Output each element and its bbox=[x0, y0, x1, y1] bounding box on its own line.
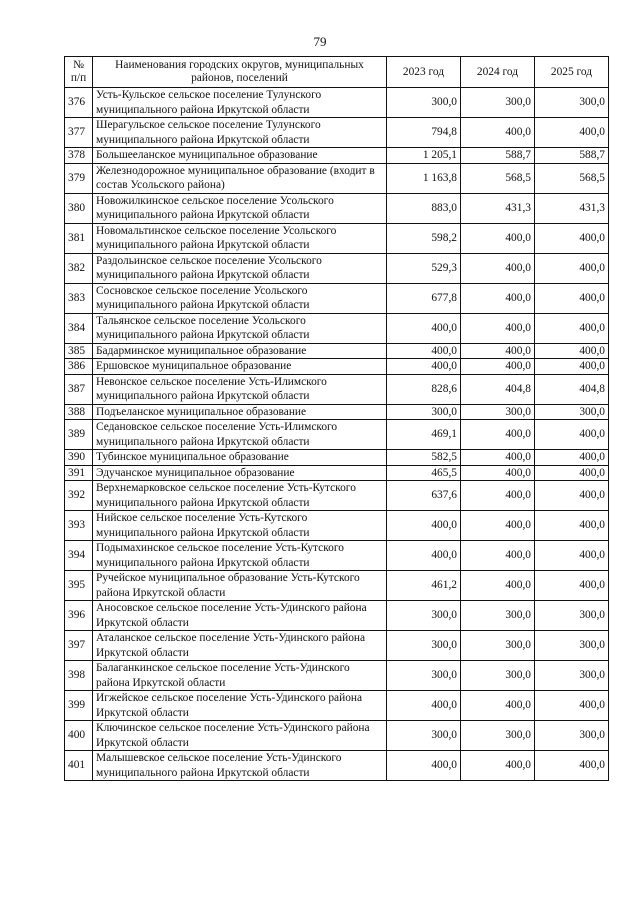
table-header bbox=[65, 57, 609, 88]
value-2024: 400,0 bbox=[461, 511, 535, 541]
row-number: 377 bbox=[65, 118, 93, 148]
value-2024: 400,0 bbox=[461, 420, 535, 450]
row-number: 389 bbox=[65, 420, 93, 450]
value-2023: 883,0 bbox=[387, 193, 461, 223]
value-2024: 568,5 bbox=[461, 163, 535, 193]
row-name: Новожилкинское сельское поселение Усольского муниципального района Иркутской области bbox=[93, 193, 387, 223]
table-row bbox=[65, 404, 609, 420]
row-number: 384 bbox=[65, 313, 93, 343]
row-number: 387 bbox=[65, 374, 93, 404]
table-row bbox=[65, 118, 609, 148]
value-2025: 431,3 bbox=[535, 193, 609, 223]
row-number: 399 bbox=[65, 691, 93, 721]
value-2024: 400,0 bbox=[461, 313, 535, 343]
value-2023: 529,3 bbox=[387, 253, 461, 283]
value-2025: 300,0 bbox=[535, 88, 609, 118]
value-2025: 400,0 bbox=[535, 118, 609, 148]
row-number: 401 bbox=[65, 751, 93, 781]
row-number: 381 bbox=[65, 223, 93, 253]
row-name: Эдучанское муниципальное образование bbox=[93, 465, 387, 481]
value-2025: 400,0 bbox=[535, 465, 609, 481]
header-name: Наименования городских округов, муниципальных районов, поселений bbox=[93, 57, 387, 88]
header-num: № п/п bbox=[65, 57, 93, 88]
row-name: Ключинское сельское поселение Усть-Удинского района Иркутской области bbox=[93, 721, 387, 751]
value-2024: 400,0 bbox=[461, 481, 535, 511]
value-2024: 400,0 bbox=[461, 691, 535, 721]
row-name: Бадарминское муниципальное образование bbox=[93, 343, 387, 359]
value-2024: 400,0 bbox=[461, 571, 535, 601]
value-2024: 300,0 bbox=[461, 601, 535, 631]
table-row bbox=[65, 481, 609, 511]
row-name: Ручейское муниципальное образование Усть-Кутского района Иркутской области bbox=[93, 571, 387, 601]
row-number: 378 bbox=[65, 148, 93, 164]
row-name: Малышевское сельское поселение Усть-Удинского муниципального района Иркутской области bbox=[93, 751, 387, 781]
row-name: Седановское сельское поселение Усть-Илимского муниципального района Иркутской области bbox=[93, 420, 387, 450]
value-2025: 300,0 bbox=[535, 631, 609, 661]
value-2023: 400,0 bbox=[387, 541, 461, 571]
value-2025: 400,0 bbox=[535, 481, 609, 511]
value-2024: 400,0 bbox=[461, 751, 535, 781]
table-row bbox=[65, 223, 609, 253]
table-row bbox=[65, 571, 609, 601]
value-2025: 400,0 bbox=[535, 313, 609, 343]
table-row bbox=[65, 450, 609, 466]
table-row bbox=[65, 253, 609, 283]
value-2024: 300,0 bbox=[461, 721, 535, 751]
value-2025: 400,0 bbox=[535, 283, 609, 313]
row-number: 397 bbox=[65, 631, 93, 661]
row-number: 400 bbox=[65, 721, 93, 751]
budget-table bbox=[64, 56, 609, 781]
value-2024: 400,0 bbox=[461, 450, 535, 466]
row-name: Невонское сельское поселение Усть-Илимского муниципального района Иркутской области bbox=[93, 374, 387, 404]
row-name: Нийское сельское поселение Усть-Кутского муниципального района Иркутской области bbox=[93, 511, 387, 541]
row-name: Раздольинское сельское поселение Усольского муниципального района Иркутской области bbox=[93, 253, 387, 283]
row-name: Подъеланское муниципальное образование bbox=[93, 404, 387, 420]
table-body bbox=[65, 88, 609, 781]
row-name: Верхнемарковское сельское поселение Усть-Кутского муниципального района Иркутской области bbox=[93, 481, 387, 511]
value-2024: 400,0 bbox=[461, 283, 535, 313]
row-name: Усть-Кульское сельское поселение Тулунского муниципального района Иркутской области bbox=[93, 88, 387, 118]
value-2025: 568,5 bbox=[535, 163, 609, 193]
value-2023: 400,0 bbox=[387, 511, 461, 541]
value-2023: 1 163,8 bbox=[387, 163, 461, 193]
row-name: Игжейское сельское поселение Усть-Удинского района Иркутской области bbox=[93, 691, 387, 721]
header-2025: 2025 год bbox=[535, 57, 609, 88]
row-number: 391 bbox=[65, 465, 93, 481]
table-row bbox=[65, 343, 609, 359]
value-2023: 677,8 bbox=[387, 283, 461, 313]
row-name: Подымахинское сельское поселение Усть-Кутского муниципального района Иркутской области bbox=[93, 541, 387, 571]
row-number: 386 bbox=[65, 359, 93, 375]
value-2023: 469,1 bbox=[387, 420, 461, 450]
table-row bbox=[65, 374, 609, 404]
table-row bbox=[65, 661, 609, 691]
row-name: Шерагульское сельское поселение Тулунского муниципального района Иркутской области bbox=[93, 118, 387, 148]
value-2025: 404,8 bbox=[535, 374, 609, 404]
value-2023: 300,0 bbox=[387, 661, 461, 691]
value-2023: 465,5 bbox=[387, 465, 461, 481]
value-2023: 400,0 bbox=[387, 343, 461, 359]
row-name: Новомальтинское сельское поселение Усольского муниципального района Иркутской области bbox=[93, 223, 387, 253]
value-2024: 400,0 bbox=[461, 343, 535, 359]
table-row bbox=[65, 601, 609, 631]
page-number: 79 bbox=[313, 34, 327, 49]
header-2023: 2023 год bbox=[387, 57, 461, 88]
row-number: 398 bbox=[65, 661, 93, 691]
table-row bbox=[65, 193, 609, 223]
value-2024: 400,0 bbox=[461, 541, 535, 571]
value-2024: 400,0 bbox=[461, 253, 535, 283]
row-number: 383 bbox=[65, 283, 93, 313]
value-2023: 461,2 bbox=[387, 571, 461, 601]
value-2024: 400,0 bbox=[461, 359, 535, 375]
value-2023: 300,0 bbox=[387, 601, 461, 631]
value-2024: 400,0 bbox=[461, 223, 535, 253]
value-2025: 400,0 bbox=[535, 571, 609, 601]
table-row bbox=[65, 631, 609, 661]
table-row bbox=[65, 511, 609, 541]
table-row bbox=[65, 751, 609, 781]
table-row bbox=[65, 88, 609, 118]
value-2025: 400,0 bbox=[535, 691, 609, 721]
table-row bbox=[65, 163, 609, 193]
value-2025: 400,0 bbox=[535, 541, 609, 571]
value-2023: 598,2 bbox=[387, 223, 461, 253]
value-2023: 300,0 bbox=[387, 88, 461, 118]
row-number: 388 bbox=[65, 404, 93, 420]
value-2023: 794,8 bbox=[387, 118, 461, 148]
value-2025: 400,0 bbox=[535, 253, 609, 283]
row-number: 393 bbox=[65, 511, 93, 541]
row-number: 380 bbox=[65, 193, 93, 223]
value-2024: 588,7 bbox=[461, 148, 535, 164]
value-2023: 400,0 bbox=[387, 691, 461, 721]
table-row bbox=[65, 691, 609, 721]
row-name: Сосновское сельское поселение Усольского муниципального района Иркутской области bbox=[93, 283, 387, 313]
row-name: Аносовское сельское поселение Усть-Удинского района Иркутской области bbox=[93, 601, 387, 631]
value-2024: 300,0 bbox=[461, 404, 535, 420]
value-2024: 300,0 bbox=[461, 88, 535, 118]
row-number: 382 bbox=[65, 253, 93, 283]
value-2023: 300,0 bbox=[387, 404, 461, 420]
row-name: Большееланское муниципальное образование bbox=[93, 148, 387, 164]
row-name: Тальянское сельское поселение Усольского муниципального района Иркутской области bbox=[93, 313, 387, 343]
row-number: 385 bbox=[65, 343, 93, 359]
table-row bbox=[65, 541, 609, 571]
row-name: Железнодорожное муниципальное образование (входит в состав Усольского района) bbox=[93, 163, 387, 193]
value-2024: 400,0 bbox=[461, 465, 535, 481]
value-2025: 400,0 bbox=[535, 511, 609, 541]
value-2025: 300,0 bbox=[535, 404, 609, 420]
value-2023: 400,0 bbox=[387, 359, 461, 375]
value-2025: 400,0 bbox=[535, 751, 609, 781]
value-2023: 1 205,1 bbox=[387, 148, 461, 164]
table-row bbox=[65, 283, 609, 313]
value-2023: 400,0 bbox=[387, 313, 461, 343]
table-row bbox=[65, 465, 609, 481]
value-2025: 300,0 bbox=[535, 661, 609, 691]
value-2025: 300,0 bbox=[535, 721, 609, 751]
table-row bbox=[65, 359, 609, 375]
value-2023: 637,6 bbox=[387, 481, 461, 511]
value-2024: 400,0 bbox=[461, 118, 535, 148]
row-name: Тубинское муниципальное образование bbox=[93, 450, 387, 466]
value-2023: 300,0 bbox=[387, 631, 461, 661]
value-2025: 588,7 bbox=[535, 148, 609, 164]
row-number: 376 bbox=[65, 88, 93, 118]
row-name: Ершовское муниципальное образование bbox=[93, 359, 387, 375]
row-number: 394 bbox=[65, 541, 93, 571]
value-2025: 400,0 bbox=[535, 343, 609, 359]
table-row bbox=[65, 721, 609, 751]
table-row bbox=[65, 148, 609, 164]
value-2025: 400,0 bbox=[535, 359, 609, 375]
row-number: 379 bbox=[65, 163, 93, 193]
value-2024: 431,3 bbox=[461, 193, 535, 223]
row-number: 395 bbox=[65, 571, 93, 601]
table-row bbox=[65, 313, 609, 343]
value-2023: 828,6 bbox=[387, 374, 461, 404]
row-number: 392 bbox=[65, 481, 93, 511]
table-row bbox=[65, 420, 609, 450]
header-2024: 2024 год bbox=[461, 57, 535, 88]
value-2023: 400,0 bbox=[387, 751, 461, 781]
row-name: Аталанское сельское поселение Усть-Удинского района Иркутской области bbox=[93, 631, 387, 661]
value-2024: 300,0 bbox=[461, 631, 535, 661]
row-number: 396 bbox=[65, 601, 93, 631]
value-2023: 582,5 bbox=[387, 450, 461, 466]
value-2023: 300,0 bbox=[387, 721, 461, 751]
row-name: Балаганкинское сельское поселение Усть-Удинского района Иркутской области bbox=[93, 661, 387, 691]
value-2024: 404,8 bbox=[461, 374, 535, 404]
value-2025: 400,0 bbox=[535, 223, 609, 253]
value-2024: 300,0 bbox=[461, 661, 535, 691]
value-2025: 400,0 bbox=[535, 450, 609, 466]
value-2025: 300,0 bbox=[535, 601, 609, 631]
value-2025: 400,0 bbox=[535, 420, 609, 450]
row-number: 390 bbox=[65, 450, 93, 466]
